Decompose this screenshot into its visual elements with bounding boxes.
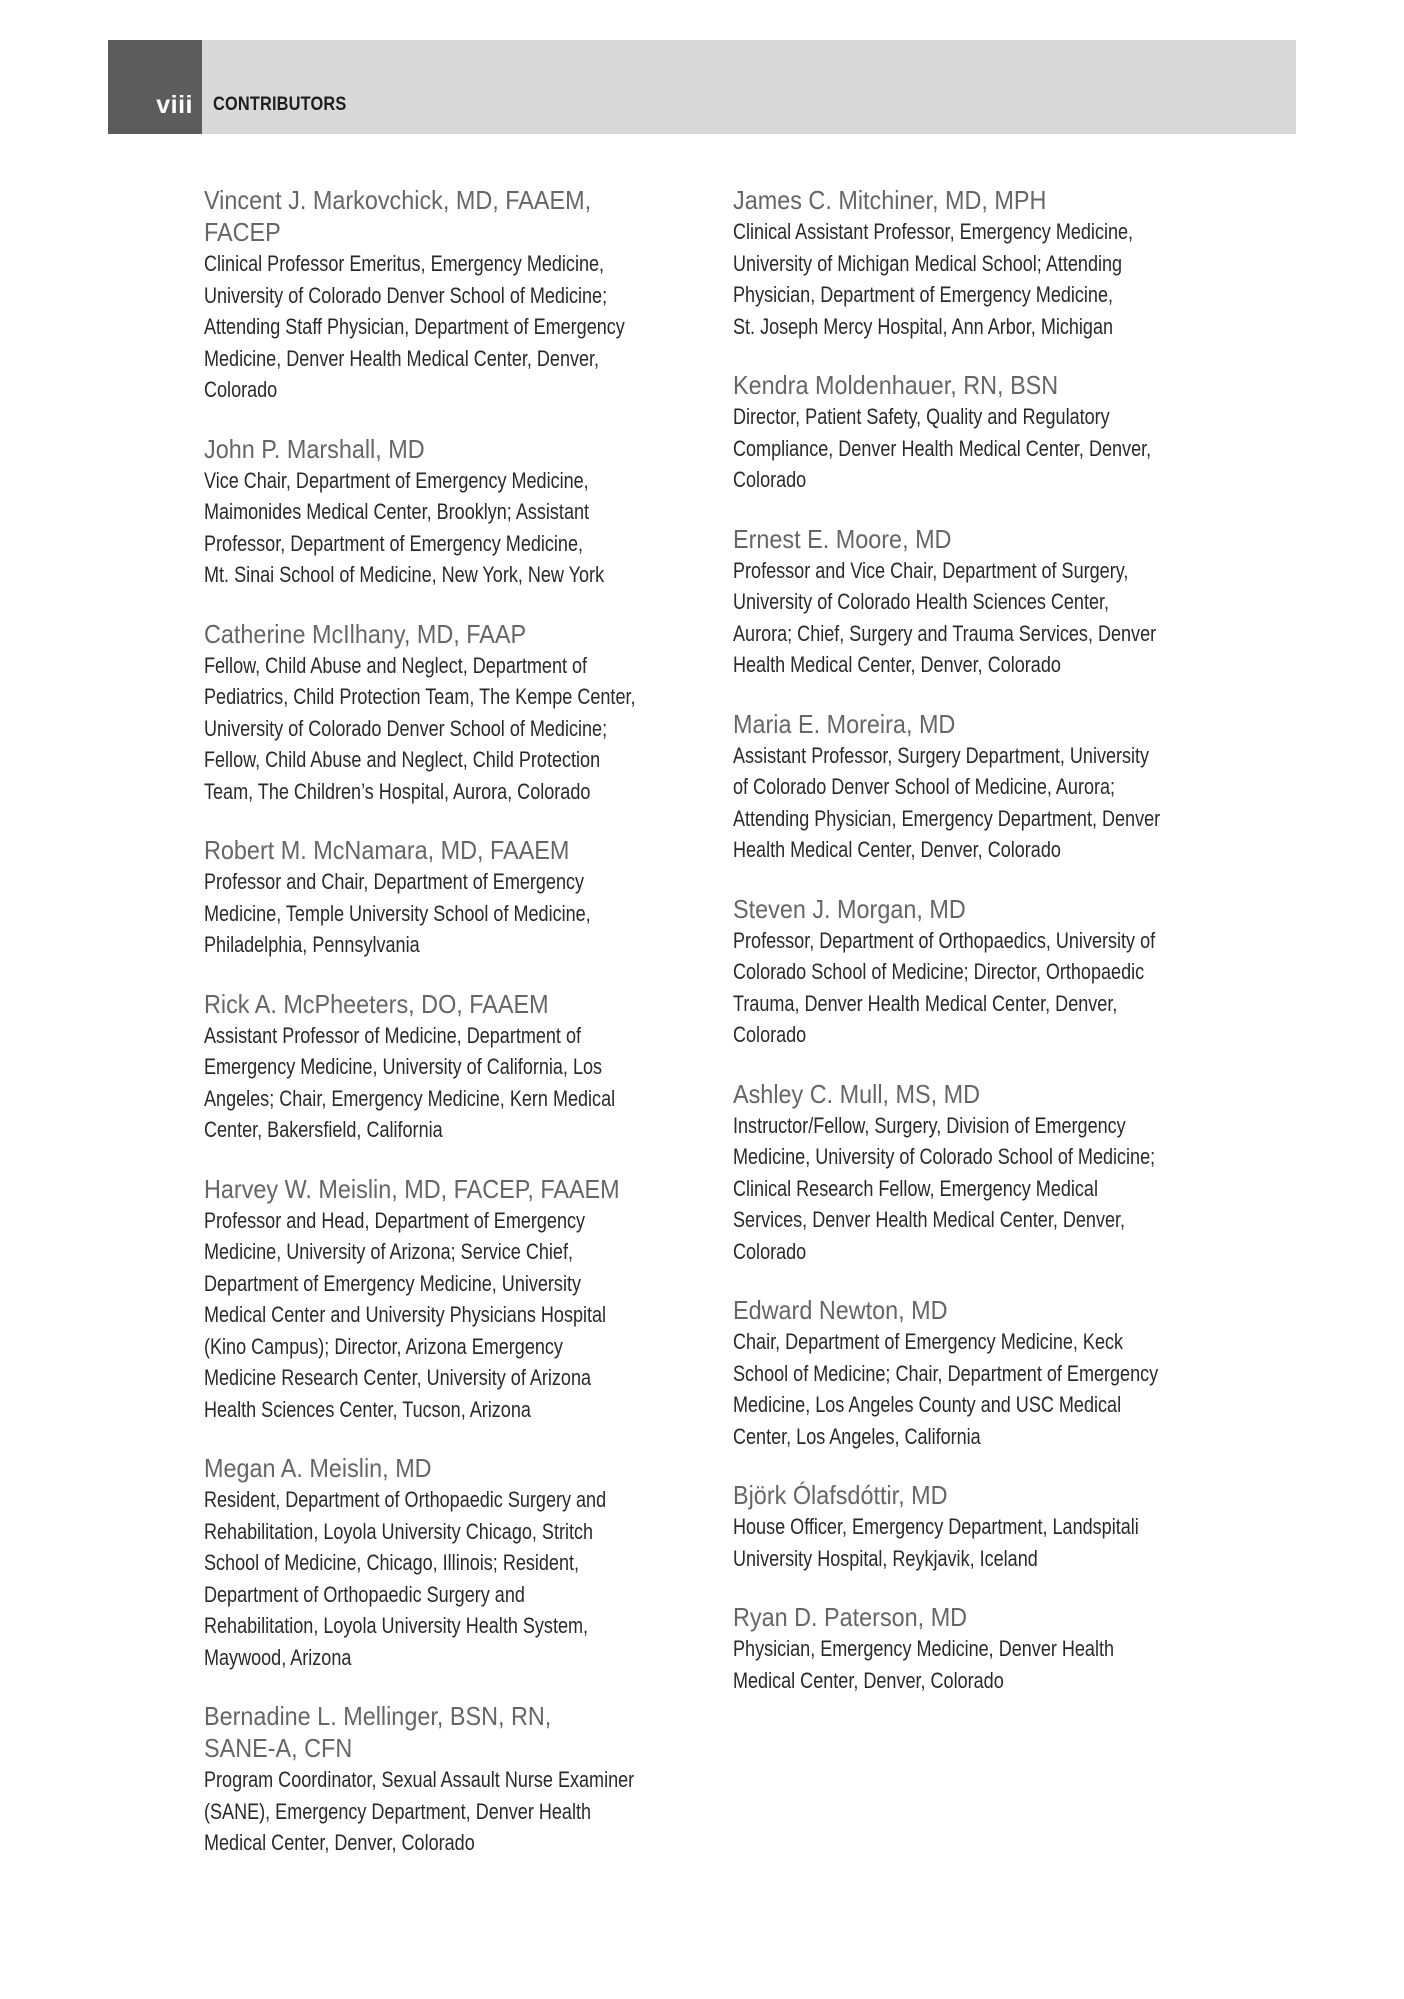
contributor-affiliation: Health Medical Center, Denver, Colorado [733,652,1061,677]
contributor-affiliation: Team, The Children’s Hospital, Aurora, Colorado [204,778,591,804]
contributor-name: Megan A. Meislin, MD [204,1453,432,1483]
contributor-affiliation: Medical Center and University Physicians Hospital [204,1302,607,1327]
contributor-name: Catherine McIlhany, MD, FAAP [204,618,527,649]
contributor-affiliation: Fellow, Child Abuse and Neglect, Child Protection [204,747,601,772]
contributor-affiliation: Clinical Research Fellow, Emergency Medical [733,1175,1098,1201]
contributor-affiliation: Maimonides Medical Center, Brooklyn; Assistant [204,499,590,524]
contributor-entry [733,708,1263,866]
contributor-entry [204,1173,734,1426]
contributor-affiliation: Medicine Research Center, University of Arizona [204,1365,592,1390]
contributor-affiliation: Department of Emergency Medicine, University [204,1270,581,1296]
contributor-name: SANE-A, CFN [204,1733,353,1763]
contributor-affiliation: Rehabilitation, Loyola University Health System, [204,1613,589,1638]
contributor-affiliation: Chair, Department of Emergency Medicine, Keck [733,1329,1124,1354]
contributor-affiliation: Vice Chair, Department of Emergency Medicine, [204,467,589,493]
contributor-affiliation: Medicine, Los Angeles County and USC Medical [733,1392,1122,1417]
contributor-affiliation: Professor and Chair, Department of Emergency [204,869,585,894]
contributor-entry [733,1294,1263,1452]
contributor-name: Bernadine L. Mellinger, BSN, RN, [204,1701,552,1731]
contributor-affiliation: Emergency Medicine, University of California, Los [204,1054,603,1079]
contributor-affiliation: Trauma, Denver Health Medical Center, Denver, [733,990,1118,1016]
header-band [108,40,1296,134]
contributor-affiliation: School of Medicine; Chair, Department of Emergency [733,1360,1159,1386]
contributor-affiliation: (SANE), Emergency Department, Denver Health [204,1798,592,1824]
contributor-affiliation: Center, Los Angeles, California [733,1423,981,1449]
contributor-name: Ryan D. Paterson, MD [733,1602,968,1632]
contributor-affiliation: Medicine, Denver Health Medical Center, Denver, [204,345,600,371]
contributor-entry [204,618,734,808]
contributor-affiliation: University of Colorado Denver School of Medicine; [204,282,608,308]
contributor-name: Maria E. Moreira, MD [733,708,956,739]
contributor-affiliation: Medicine, Temple University School of Medicine, [204,900,591,926]
contributor-name: Björk Ólafsdóttir, MD [733,1480,948,1510]
contributor-affiliation: of Colorado Denver School of Medicine, Aurora; [733,774,1116,799]
contributor-affiliation: Colorado [733,467,807,492]
contributor-name: Edward Newton, MD [733,1295,948,1325]
contributor-entry [733,523,1263,681]
contributor-affiliation: House Officer, Emergency Department, Landspitali [733,1514,1139,1539]
contributor-affiliation: Physician, Emergency Medicine, Denver Health [733,1636,1115,1661]
contributor-affiliation: Colorado School of Medicine; Director, Orthopaedic [733,959,1145,984]
page-number: viii [108,40,202,134]
contributor-affiliation: Philadelphia, Pennsylvania [204,932,420,957]
contributor-affiliation: Clinical Assistant Professor, Emergency Medicine, [733,219,1134,244]
contributor-affiliation: University of Colorado Health Sciences Center, [733,589,1110,614]
contributor-name: Harvey W. Meislin, MD, FACEP, FAAEM [204,1173,620,1204]
contributor-entry [204,433,734,591]
contributor-entry [733,369,1263,496]
contributor-affiliation: Department of Orthopaedic Surgery and [204,1581,525,1607]
contributor-affiliation: Compliance, Denver Health Medical Center, Denver, [733,435,1152,461]
contributor-name: Vincent J. Markovchick, MD, FAAEM, [204,185,592,215]
contributor-affiliation: Medical Center, Denver, Colorado [733,1667,1004,1693]
contributor-affiliation: Rehabilitation, Loyola University Chicago, Stritch [204,1518,594,1544]
running-head: CONTRIBUTORS [213,94,347,115]
contributor-affiliation: Resident, Department of Orthopaedic Surgery and [204,1487,607,1512]
contributor-affiliation: University Hospital, Reykjavik, Iceland [733,1545,1038,1571]
contributor-affiliation: St. Joseph Mercy Hospital, Ann Arbor, Michigan [733,313,1114,339]
contributor-affiliation: Instructor/Fellow, Surgery, Division of Emergency [733,1112,1126,1138]
contributor-entry [204,184,734,406]
contributor-entry [733,1078,1263,1268]
left-column [204,184,734,1886]
contributor-affiliation: Aurora; Chief, Surgery and Trauma Services, Denver [733,620,1157,646]
contributor-name: Kendra Moldenhauer, RN, BSN [733,370,1059,400]
contributor-affiliation: Assistant Professor of Medicine, Department of [204,1022,582,1048]
contributor-entry [204,834,734,961]
contributor-affiliation: Colorado [733,1238,807,1264]
contributor-entry [733,184,1263,342]
contributor-affiliation: University of Colorado Denver School of Medicine; [204,715,608,741]
contributor-name: John P. Marshall, MD [204,433,425,464]
contributor-affiliation: Mt. Sinai School of Medicine, New York, New York [204,562,605,587]
contributor-affiliation: Medicine, University of Arizona; Service Chief, [204,1239,573,1264]
contributor-entry [204,1452,734,1673]
contributor-name: Steven J. Morgan, MD [733,893,966,924]
contributor-affiliation: Physician, Department of Emergency Medicine, [733,282,1114,307]
contributor-affiliation: Fellow, Child Abuse and Neglect, Department of [204,652,588,678]
contributor-affiliation: University of Michigan Medical School; Attending [733,250,1123,276]
contributor-affiliation: Pediatrics, Child Protection Team, The Kempe Center, [204,684,636,709]
contributor-affiliation: School of Medicine, Chicago, Illinois; Resident, [204,1550,580,1575]
right-column [733,184,1263,1723]
contributor-affiliation: Attending Staff Physician, Department of Emergency [204,314,625,339]
contributor-affiliation: Clinical Professor Emeritus, Emergency Medicine, [204,251,605,276]
contributor-affiliation: Assistant Professor, Surgery Department, University [733,742,1150,768]
contributor-affiliation: Colorado [733,1022,807,1047]
contributor-entry [204,1700,734,1859]
contributor-entry [733,1601,1263,1696]
contributor-affiliation: Medical Center, Denver, Colorado [204,1830,475,1855]
contributor-affiliation: Program Coordinator, Sexual Assault Nurse Examiner [204,1767,635,1792]
contributor-name: FACEP [204,217,281,247]
contributor-affiliation: Services, Denver Health Medical Center, Denver, [733,1207,1126,1232]
contributor-entry [204,988,734,1146]
contributor-affiliation: Medicine, University of Colorado School of Medicine; [733,1144,1156,1169]
contributor-affiliation: Director, Patient Safety, Quality and Regulatory [733,404,1110,429]
contributor-name: Rick A. McPheeters, DO, FAAEM [204,988,549,1019]
contributor-affiliation: Health Medical Center, Denver, Colorado [733,837,1061,862]
contributor-affiliation: Attending Physician, Emergency Department, Denver [733,805,1161,831]
contributor-entry [733,1479,1263,1574]
contributor-affiliation: Professor and Vice Chair, Department of Surgery, [733,557,1129,583]
contributor-name: James C. Mitchiner, MD, MPH [733,185,1047,215]
contributor-affiliation: Professor, Department of Emergency Medicine, [204,530,584,556]
contributor-name: Robert M. McNamara, MD, FAAEM [204,835,570,865]
contributor-name: Ashley C. Mull, MS, MD [733,1078,981,1109]
contributor-affiliation: Maywood, Arizona [204,1644,352,1670]
contributor-affiliation: Angeles; Chair, Emergency Medicine, Kern Medical [204,1085,616,1111]
contributor-name: Ernest E. Moore, MD [733,523,952,554]
contributor-affiliation: (Kino Campus); Director, Arizona Emergency [204,1333,563,1359]
contributor-affiliation: Professor and Head, Department of Emergency [204,1207,586,1233]
contributor-affiliation: Colorado [204,377,278,402]
contributor-affiliation: Center, Bakersfield, California [204,1117,443,1142]
contributor-affiliation: Health Sciences Center, Tucson, Arizona [204,1396,531,1422]
contributor-entry [733,893,1263,1051]
contributor-affiliation: Professor, Department of Orthopaedics, University of [733,927,1156,953]
